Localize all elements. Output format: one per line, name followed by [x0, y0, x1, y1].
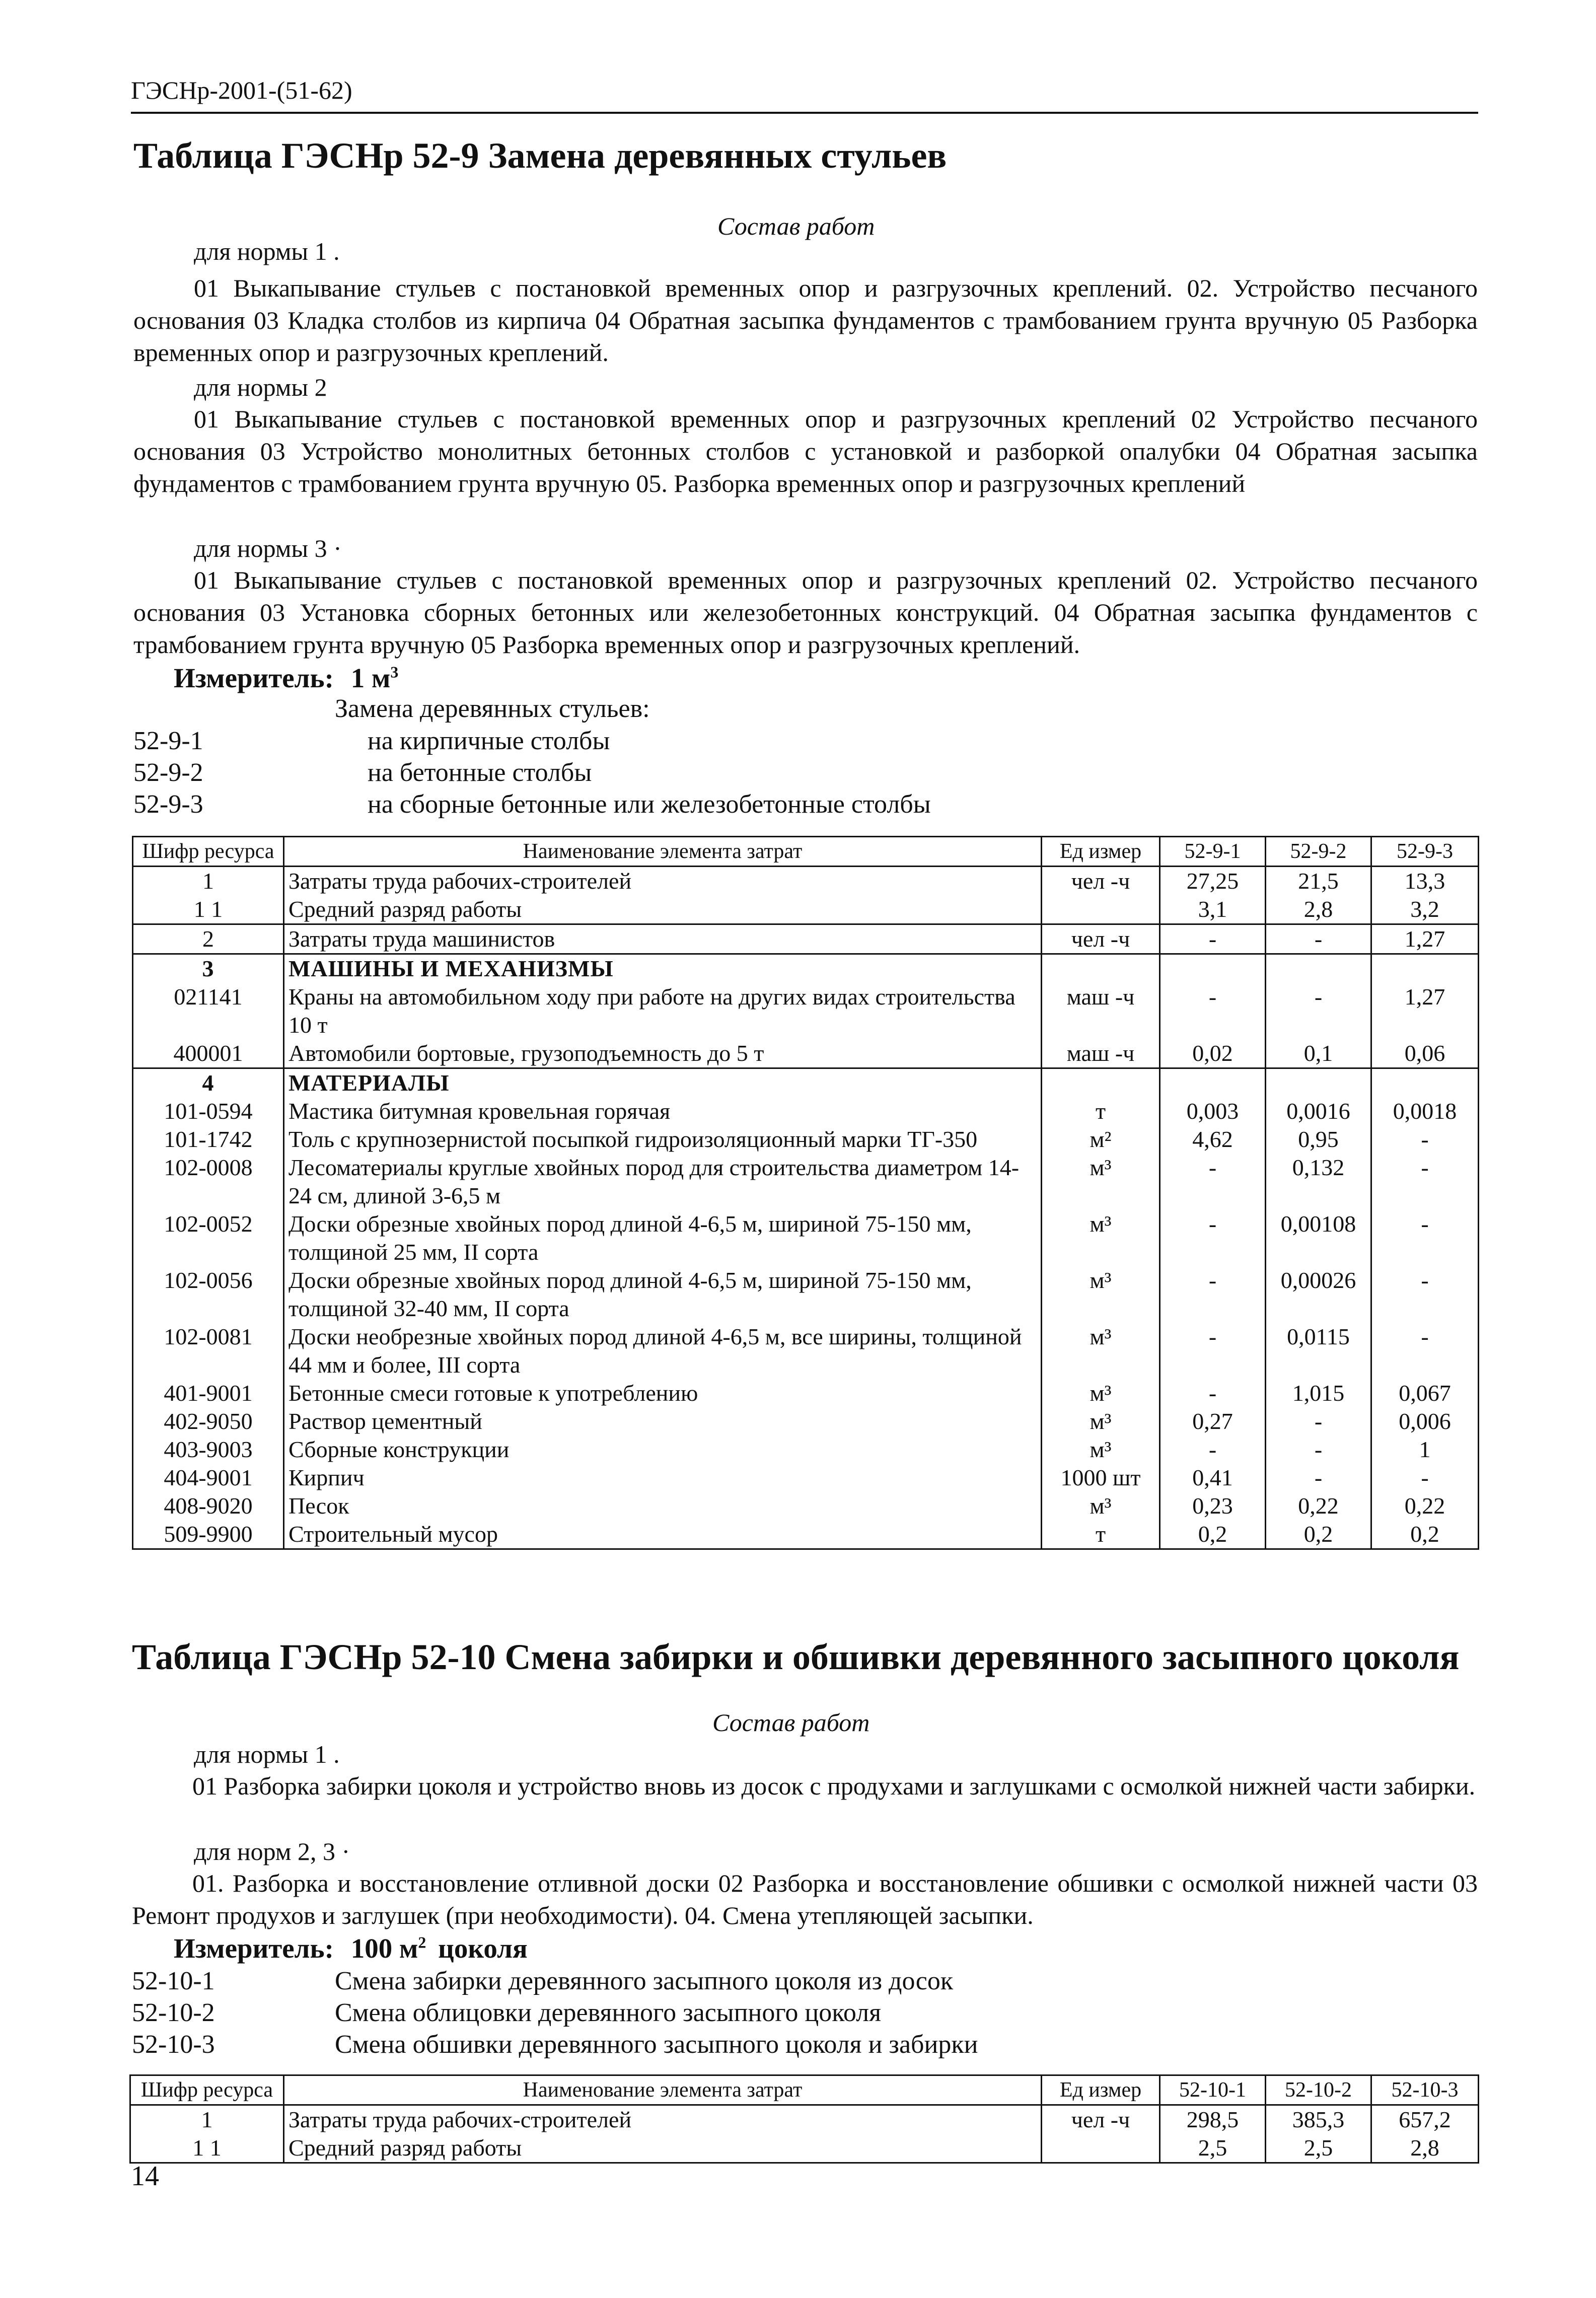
- norm-3-label: для нормы 3 ·: [194, 534, 342, 562]
- item-code: 52-9-2: [133, 758, 203, 787]
- cell-value: 0,2: [1160, 1520, 1266, 1549]
- table-row: [133, 1379, 1479, 1407]
- cell-value: 0,006: [1371, 1407, 1479, 1435]
- table-header-row: [130, 2075, 1479, 2105]
- cell-value: -: [1160, 924, 1266, 954]
- table-section-row: [133, 954, 1479, 983]
- cell-value: 0,00108: [1266, 1210, 1371, 1266]
- cell-code: 402-9050: [133, 1407, 284, 1435]
- item-desc: Смена обшивки деревянного засыпного цоколя и забирки: [335, 2030, 978, 2059]
- cell-code: 404-9001: [133, 1464, 284, 1492]
- cell-unit: м³: [1042, 1323, 1160, 1379]
- col-header: Шифр ресурса: [130, 2075, 284, 2105]
- cell-code: 102-0008: [133, 1154, 284, 1210]
- norm-2-label: для нормы 2: [194, 373, 327, 401]
- cell-name: Затраты труда рабочих-строителей: [284, 2105, 1042, 2134]
- cell-value: -: [1371, 1266, 1479, 1323]
- cell-value: 0,2: [1371, 1520, 1479, 1549]
- item-desc: на сборные бетонные или железобетонные столбы: [368, 790, 931, 819]
- table-row: [133, 1266, 1479, 1323]
- cell-unit: [1042, 1068, 1160, 1098]
- cell-value: 1,015: [1266, 1379, 1371, 1407]
- cell-value: 2,8: [1371, 2134, 1479, 2163]
- cell-name: Лесоматериалы круглые хвойных пород для строительства диаметром 14-24 см, длиной 3-6,5 м: [284, 1154, 1042, 1210]
- cell-value: 1,27: [1371, 924, 1479, 954]
- cell-code: 400001: [133, 1039, 284, 1068]
- cell-unit: т: [1042, 1520, 1160, 1549]
- cell-name: Затраты труда рабочих-строителей: [284, 867, 1042, 896]
- measure-label: Измеритель:: [174, 663, 334, 693]
- col-header: Ед измер: [1042, 837, 1160, 867]
- cell-value: 0,00026: [1266, 1266, 1371, 1323]
- cell-value: 1,27: [1371, 983, 1479, 1039]
- resource-table-52-10: [129, 2074, 1479, 2164]
- cell-value: -: [1160, 983, 1266, 1039]
- cell-value: -: [1371, 1464, 1479, 1492]
- cell-value: 0,41: [1160, 1464, 1266, 1492]
- cell-value: -: [1160, 1154, 1266, 1210]
- cell-value: -: [1160, 1379, 1266, 1407]
- cell-value: [1160, 1068, 1266, 1098]
- cell-name: Средний разряд работы: [284, 895, 1042, 924]
- cell-value: -: [1371, 1154, 1479, 1210]
- cell-code: 102-0081: [133, 1323, 284, 1379]
- cell-name: МАТЕРИАЛЫ: [284, 1068, 1042, 1098]
- measure-value: 100 м: [350, 1933, 418, 1964]
- cell-name: Краны на автомобильном ходу при работе на других видах строительства 10 т: [284, 983, 1042, 1039]
- cell-value: -: [1266, 1464, 1371, 1492]
- cell-unit: м³: [1042, 1407, 1160, 1435]
- col-header: Наименование элемента затрат: [284, 2075, 1042, 2105]
- measure-value: 1 м: [350, 663, 391, 693]
- cell-unit: м³: [1042, 1266, 1160, 1323]
- table-row: [133, 1492, 1479, 1520]
- measure-line: [174, 662, 398, 694]
- cell-unit: маш -ч: [1042, 983, 1160, 1039]
- items-heading: Замена деревянных стульев:: [335, 694, 650, 723]
- cell-unit: 1000 шт: [1042, 1464, 1160, 1492]
- cell-code: 1 1: [130, 2134, 284, 2163]
- table-row: [133, 1125, 1479, 1154]
- cell-value: -: [1371, 1210, 1479, 1266]
- cell-unit: чел -ч: [1042, 867, 1160, 896]
- cell-value: -: [1266, 983, 1371, 1039]
- norm-1-text: 01 Выкапывание стульев с постановкой временных опор и разгрузочных креплений. 02. Устройство песчаного основания 03 Кладка столбов из кирпича 04 Обратная засыпка фундаментов с трамбованием грунта вручную 05 Разборка временных опор и разгрузочных креплений.: [133, 274, 1478, 367]
- cell-unit: маш -ч: [1042, 1039, 1160, 1068]
- col-header: 52-9-1: [1160, 837, 1266, 867]
- col-header: 52-10-1: [1160, 2075, 1266, 2105]
- cell-value: -: [1266, 924, 1371, 954]
- cell-value: [1371, 1068, 1479, 1098]
- cell-unit: м³: [1042, 1210, 1160, 1266]
- cell-value: -: [1371, 1323, 1479, 1379]
- cell-value: 2,8: [1266, 895, 1371, 924]
- cell-code: 101-1742: [133, 1125, 284, 1154]
- cell-code: 3: [133, 954, 284, 983]
- table-52-9-title: Таблица ГЭСНр 52-9 Замена деревянных стульев: [133, 135, 947, 176]
- cell-code: 408-9020: [133, 1492, 284, 1520]
- table-row: [130, 2105, 1479, 2134]
- col-header: 52-9-3: [1371, 837, 1479, 867]
- cell-value: 1: [1371, 1435, 1479, 1464]
- cell-name: Доски обрезные хвойных пород длиной 4-6,5 м, шириной 75-150 мм, толщиной 32-40 мм, II сорта: [284, 1266, 1042, 1323]
- col-header: Шифр ресурса: [133, 837, 284, 867]
- measure-line: [174, 1932, 528, 1964]
- cell-name: Доски обрезные хвойных пород длиной 4-6,5 м, шириной 75-150 мм, толщиной 25 мм, II сорта: [284, 1210, 1042, 1266]
- cell-code: 1: [130, 2105, 284, 2134]
- cell-value: 2,5: [1160, 2134, 1266, 2163]
- cell-value: 657,2: [1371, 2105, 1479, 2134]
- table-row: [133, 1407, 1479, 1435]
- table-row: [133, 1097, 1479, 1125]
- cell-code: 509-9900: [133, 1520, 284, 1549]
- col-header: 52-10-3: [1371, 2075, 1479, 2105]
- page-number: 14: [131, 2161, 159, 2192]
- table-row: [130, 2134, 1479, 2163]
- cell-code: 403-9003: [133, 1435, 284, 1464]
- norm-3-text: 01 Выкапывание стульев с постановкой временных опор и разгрузочных креплений 02. Устройство песчаного основания 03 Установка сборных бетонных или железобетонных конструкций. 04 Обратная засыпка фундаментов с трамбованием грунта вручную 05 Разборка временных опор и разгрузочных креплений.: [133, 566, 1478, 659]
- cell-value: 298,5: [1160, 2105, 1266, 2134]
- table-row: [133, 1464, 1479, 1492]
- item-code: 52-9-3: [133, 790, 203, 819]
- composition-heading: Состав работ: [712, 1708, 870, 1737]
- cell-code: 401-9001: [133, 1379, 284, 1407]
- cell-value: [1371, 954, 1479, 983]
- cell-value: -: [1160, 1323, 1266, 1379]
- cell-code: 021141: [133, 983, 284, 1039]
- cell-code: 1: [133, 867, 284, 896]
- cell-name: Песок: [284, 1492, 1042, 1520]
- cell-value: 0,2: [1266, 1520, 1371, 1549]
- cell-value: 0,22: [1371, 1492, 1479, 1520]
- cell-value: -: [1160, 1435, 1266, 1464]
- composition-heading: Состав работ: [717, 212, 875, 240]
- cell-code: 101-0594: [133, 1097, 284, 1125]
- cell-value: 0,132: [1266, 1154, 1371, 1210]
- cell-value: 4,62: [1160, 1125, 1266, 1154]
- table-row: [133, 1154, 1479, 1210]
- cell-value: 0,27: [1160, 1407, 1266, 1435]
- cell-code: 102-0056: [133, 1266, 284, 1323]
- table-row: [133, 895, 1479, 924]
- cell-value: 0,003: [1160, 1097, 1266, 1125]
- measure-sup: 3: [390, 663, 399, 681]
- cell-code: 102-0052: [133, 1210, 284, 1266]
- cell-value: 0,02: [1160, 1039, 1266, 1068]
- norm-23-text: 01. Разборка и восстановление отливной доски 02 Разборка и восстановление обшивки с осмолкой нижней части 03 Ремонт продухов и заглушек (при необходимости). 04. Смена утепляющей засыпки.: [132, 1869, 1478, 1929]
- cell-unit: м³: [1042, 1435, 1160, 1464]
- col-header: Ед измер: [1042, 2075, 1160, 2105]
- col-header: 52-9-2: [1266, 837, 1371, 867]
- item-desc: на бетонные столбы: [368, 758, 592, 787]
- cell-value: -: [1371, 1125, 1479, 1154]
- table-row: [133, 1039, 1479, 1068]
- cell-value: 21,5: [1266, 867, 1371, 896]
- norm-1-label: для нормы 1 .: [194, 1740, 340, 1768]
- cell-name: Доски необрезные хвойных пород длиной 4-6,5 м, все ширины, толщиной 44 мм и более, III сорта: [284, 1323, 1042, 1379]
- norm-23-label: для норм 2, 3 ·: [194, 1837, 350, 1865]
- cell-value: -: [1266, 1435, 1371, 1464]
- cell-unit: т: [1042, 1097, 1160, 1125]
- table-row: [133, 867, 1479, 896]
- cell-code: 2: [133, 924, 284, 954]
- cell-name: Толь с крупнозернистой посыпкой гидроизоляционный марки ТГ-350: [284, 1125, 1042, 1154]
- measure-label: Измеритель:: [174, 1933, 334, 1964]
- cell-value: -: [1160, 1266, 1266, 1323]
- cell-value: 385,3: [1266, 2105, 1371, 2134]
- cell-unit: м³: [1042, 1154, 1160, 1210]
- table-row: [133, 1210, 1479, 1266]
- cell-unit: [1042, 954, 1160, 983]
- cell-value: 0,1: [1266, 1039, 1371, 1068]
- running-header: ГЭСНр-2001-(51-62): [131, 76, 352, 104]
- cell-name: Затраты труда машинистов: [284, 924, 1042, 954]
- item-code: 52-9-1: [133, 727, 203, 755]
- item-desc: Смена забирки деревянного засыпного цоколя из досок: [335, 1967, 954, 1995]
- cell-name: Строительный мусор: [284, 1520, 1042, 1549]
- norm-2-text: 01 Выкапывание стульев с постановкой временных опор и разгрузочных креплений 02 Устройство песчаного основания 03 Устройство монолитных бетонных столбов с установкой и разборкой опалубки 04 Обратная засыпка фундаментов с трамбованием грунта вручную 05. Разборка временных опор и разгрузочных креплений: [133, 405, 1478, 497]
- cell-name: Сборные конструкции: [284, 1435, 1042, 1464]
- cell-value: 0,067: [1371, 1379, 1479, 1407]
- item-desc: на кирпичные столбы: [368, 727, 610, 755]
- cell-code: 4: [133, 1068, 284, 1098]
- norm-1-text: 01 Разборка забирки цоколя и устройство вновь из досок с продухами и заглушками с осмолкой нижней части забирки.: [192, 1772, 1476, 1800]
- cell-value: -: [1266, 1407, 1371, 1435]
- cell-value: [1266, 1068, 1371, 1098]
- cell-name: Бетонные смеси готовые к употреблению: [284, 1379, 1042, 1407]
- cell-unit: [1042, 2134, 1160, 2163]
- cell-unit: [1042, 895, 1160, 924]
- cell-value: 0,0115: [1266, 1323, 1371, 1379]
- cell-value: 27,25: [1160, 867, 1266, 896]
- cell-value: 2,5: [1266, 2134, 1371, 2163]
- cell-value: 0,23: [1160, 1492, 1266, 1520]
- item-code: 52-10-2: [132, 1998, 215, 2027]
- cell-unit: м²: [1042, 1125, 1160, 1154]
- cell-value: 13,3: [1371, 867, 1479, 896]
- col-header: 52-10-2: [1266, 2075, 1371, 2105]
- cell-unit: чел -ч: [1042, 924, 1160, 954]
- cell-value: 0,95: [1266, 1125, 1371, 1154]
- cell-value: 0,22: [1266, 1492, 1371, 1520]
- cell-value: 0,0018: [1371, 1097, 1479, 1125]
- measure-suffix: цоколя: [438, 1933, 528, 1964]
- cell-unit: м³: [1042, 1492, 1160, 1520]
- table-header-row: [133, 837, 1479, 867]
- table-52-10-title: Таблица ГЭСНр 52-10 Смена забирки и обшивки деревянного засыпного цоколя: [132, 1637, 1460, 1677]
- cell-name: МАШИНЫ И МЕХАНИЗМЫ: [284, 954, 1042, 983]
- cell-unit: чел -ч: [1042, 2105, 1160, 2134]
- item-code: 52-10-3: [132, 2030, 215, 2059]
- cell-unit: м³: [1042, 1379, 1160, 1407]
- cell-name: Средний разряд работы: [284, 2134, 1042, 2163]
- cell-name: Автомобили бортовые, грузоподъемность до 5 т: [284, 1039, 1042, 1068]
- table-row: [133, 924, 1479, 954]
- col-header: Наименование элемента затрат: [284, 837, 1042, 867]
- cell-value: 3,2: [1371, 895, 1479, 924]
- cell-value: [1160, 954, 1266, 983]
- measure-sup: 2: [418, 1933, 426, 1952]
- cell-value: 0,0016: [1266, 1097, 1371, 1125]
- table-row: [133, 1435, 1479, 1464]
- cell-name: Мастика битумная кровельная горячая: [284, 1097, 1042, 1125]
- resource-table-52-9: [132, 836, 1479, 1550]
- cell-value: 0,06: [1371, 1039, 1479, 1068]
- cell-value: [1266, 954, 1371, 983]
- table-row: [133, 983, 1479, 1039]
- cell-value: 3,1: [1160, 895, 1266, 924]
- cell-code: 1 1: [133, 895, 284, 924]
- cell-value: -: [1160, 1210, 1266, 1266]
- cell-name: Кирпич: [284, 1464, 1042, 1492]
- table-row: [133, 1520, 1479, 1549]
- item-code: 52-10-1: [132, 1967, 215, 1995]
- norm-1-label: для нормы 1 .: [194, 237, 340, 265]
- item-desc: Смена облицовки деревянного засыпного цоколя: [335, 1998, 882, 2027]
- table-section-row: [133, 1068, 1479, 1098]
- header-rule: [131, 112, 1478, 114]
- cell-name: Раствор цементный: [284, 1407, 1042, 1435]
- table-row: [133, 1323, 1479, 1379]
